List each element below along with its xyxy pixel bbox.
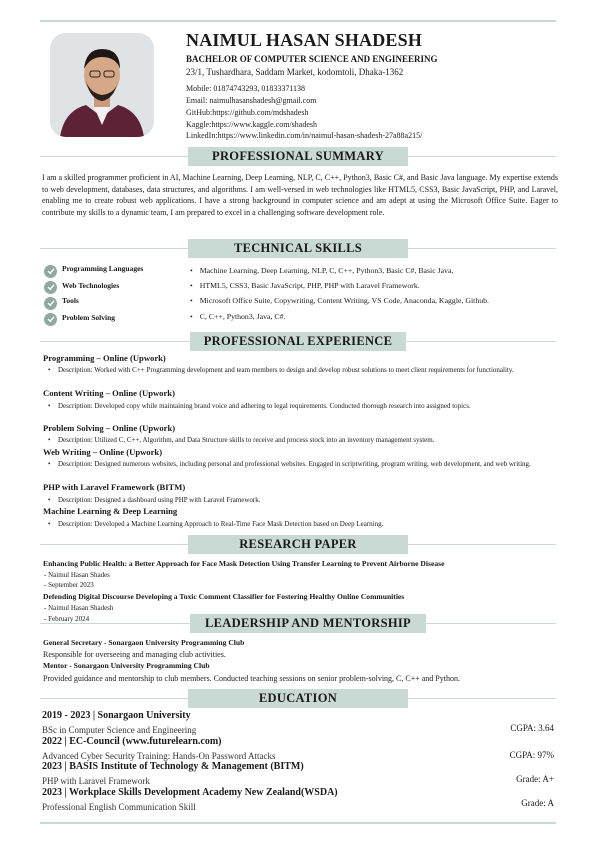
bullet: • — [48, 520, 51, 528]
section-line — [426, 623, 556, 624]
skill-desc: • C, C++, Python3, Java, C#. — [190, 312, 285, 321]
skill-desc: • Microsoft Office Suite, Copywriting, Content Writing, VS Code, Anaconda, Kaggle, Github. — [190, 296, 489, 305]
section-line — [408, 698, 556, 699]
leadership-desc: Responsible for overseeing and managing club activities. — [43, 650, 226, 659]
section-line — [40, 156, 188, 157]
section-line — [40, 623, 190, 624]
education-grade: Grade: A — [521, 798, 554, 808]
education-head: 2022 | EC-Council (www.futurelearn.com) — [42, 736, 222, 747]
skill-name: Programming Languages — [62, 264, 144, 273]
section-title-leadership: LEADERSHIP AND MENTORSHIP — [190, 614, 426, 633]
leadership-title: Mentor - Sonargaon University Programming Club — [43, 661, 210, 670]
section-line — [408, 248, 556, 249]
skill-check-icon — [44, 296, 57, 310]
education-grade: CGPA: 97% — [509, 750, 554, 760]
bullet: • — [48, 366, 51, 374]
job-desc: Description: Designed a dashboard using PHP with Laravel Framework. — [58, 496, 261, 504]
section-title-experience: PROFESSIONAL EXPERIENCE — [190, 332, 406, 351]
education-sub: BSc in Computer Science and Engineering — [42, 725, 197, 735]
skill-name: Web Technologies — [62, 281, 120, 290]
leadership-title: General Secretary - Sonargaon University Programming Club — [43, 638, 245, 647]
job-title: Programming – Online (Upwork) — [43, 353, 166, 363]
profile-photo — [50, 33, 154, 137]
bullet: • — [48, 496, 51, 504]
bottom-rule — [40, 822, 556, 824]
section-line — [40, 544, 188, 545]
summary-text: I am a skilled programmer proficient in AI, Machine Learning, Deep Learning, NLP, C, C++, Python3, Basic C#, and Basic Java language. My expertise extends to web development, databases, data structures, and algorithms. I am well-versed in web technologies like HTML5, CSS3, Basic JavaScript, PHP, and Laravel, enabling me to create robust web applications. I have a strong background in computer science and am adept at using the Microsoft Office Suite. Eager to contribute my skills to a dynamic team, I am prepared to excel in a challenging software development role. — [42, 173, 558, 217]
section-line — [40, 341, 190, 342]
section-title-skills: TECHNICAL SKILLS — [188, 239, 408, 258]
paper-author: - Naimul Hasan Shades — [44, 571, 110, 579]
paper-date: - February 2024 — [44, 615, 90, 623]
section-line — [40, 698, 188, 699]
job-desc: Description: Developed copy while maintaining brand voice and adhering to legal requirements. Conducted thorough research into assigned topics. — [58, 402, 471, 410]
bullet: • — [48, 460, 51, 468]
skill-desc: • Machine Learning, Deep Learning, NLP, C, C++, Python3, Basic C#, Basic Java, — [190, 266, 453, 275]
job-desc: Description: Developed a Machine Learning Approach to Real-Time Face Mask Detection based on Deep Learning. — [58, 520, 384, 528]
paper-title: Defending Digital Discourse Developing a Toxic Comment Classifier for Fostering Healthy Online Communities — [43, 592, 405, 601]
skill-check-icon — [44, 280, 57, 294]
section-line — [40, 248, 188, 249]
skill-check-icon — [44, 312, 57, 326]
section-title-summary: PROFESSIONAL SUMMARY — [188, 147, 408, 166]
skill-check-icon — [44, 264, 57, 278]
education-head: 2023 | BASIS Institute of Technology & Management (BITM) — [42, 761, 304, 772]
job-desc: Description: Worked with C++ Programming development and team members to design and develop robust solutions to meet client requirements for functionality. — [58, 366, 514, 374]
bullet: • — [48, 402, 51, 410]
bullet: • — [48, 436, 51, 444]
education-head: 2023 | Workplace Skills Development Academy New Zealand(WSDA) — [42, 787, 338, 798]
education-sub: PHP with Laravel Framework — [42, 776, 150, 786]
job-title: Web Writing – Online (Upwork) — [43, 447, 163, 457]
section-line — [406, 341, 556, 342]
job-title: PHP with Laravel Framework (BITM) — [43, 482, 186, 492]
linkedin-link[interactable]: LinkedIn:https://www.linkedin.com/in/naimul-hasan-shadesh-27a88a215/ — [186, 131, 423, 140]
paper-date: - September 2023 — [44, 581, 94, 589]
education-grade: CGPA: 3.64 — [510, 723, 554, 733]
job-desc: Description: Designed numerous websites, including personal and professional websites. Engaged in scriptwriting, program writing, web development, and web writing. — [58, 460, 531, 468]
education-sub: Professional English Communication Skill — [42, 802, 196, 812]
section-title-education: EDUCATION — [188, 689, 408, 708]
paper-title: Enhancing Public Health: a Better Approach for Face Mask Detection Using Transfer Learning to Prevent Airborne Disease — [43, 559, 445, 568]
skill-name: Tools — [62, 296, 79, 305]
address: 23/1, Tushardhara, Saddam Market, kodomtoli, Dhaka-1362 — [186, 67, 404, 77]
job-desc: Description: Utilized C, C++, Algorithm, and Data Structure skills to receive and process stock into an inventory management system. — [58, 436, 435, 444]
leadership-desc: Provided guidance and mentorship to club members. Conducted teaching sessions on senior problem-solving, C, C++ and Python. — [43, 674, 460, 683]
top-rule — [40, 20, 556, 22]
education-sub: Advanced Cyber Security Training: Hands-On Password Attacks — [42, 751, 276, 761]
paper-author: - Naimul Hasan Shadesh — [44, 604, 114, 612]
section-line — [408, 156, 556, 157]
mobile: Mobile: 01874743293, 01833371138 — [186, 84, 306, 93]
candidate-name: NAIMUL HASAN SHADESH — [186, 30, 423, 50]
job-title: Problem Solving – Online (Upwork) — [43, 423, 176, 433]
education-grade: Grade: A+ — [516, 774, 554, 784]
job-title: Machine Learning & Deep Learning — [43, 506, 178, 516]
github-link[interactable]: GitHub:https://github.com/mdshadesh — [186, 108, 309, 117]
skill-name: Problem Solving — [62, 313, 115, 322]
job-title: Content Writing – Online (Upwork) — [43, 388, 175, 398]
email-link[interactable]: Email: naimulhasanshadesh@gmail.com — [186, 96, 317, 105]
section-title-research: RESEARCH PAPER — [188, 535, 408, 554]
degree-title: BACHELOR OF COMPUTER SCIENCE AND ENGINEERING — [186, 54, 438, 64]
education-head: 2019 - 2023 | Sonargaon University — [42, 710, 191, 721]
skill-desc: • HTML5, CSS3, Basic JavaScript, PHP, PHP with Laravel Framework. — [190, 281, 420, 290]
section-line — [408, 544, 556, 545]
kaggle-link[interactable]: Kaggle:https://www.kaggle.com/shadesh — [186, 120, 318, 129]
